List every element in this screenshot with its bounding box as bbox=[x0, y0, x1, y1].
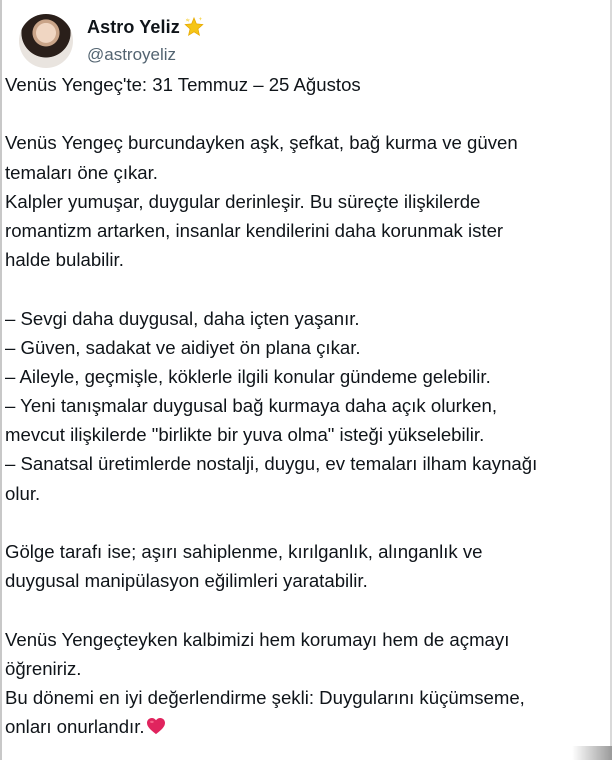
post-title: Venüs Yengeç'te: 31 Temmuz – 25 Ağustos bbox=[5, 74, 361, 95]
bullet-line: olur. bbox=[5, 482, 41, 504]
text-line: Kalpler yumuşar, duygular derinleşir. Bu süreçte ilişkilerde bbox=[5, 190, 481, 212]
author-handle[interactable]: @astroyeliz bbox=[87, 45, 177, 64]
corner-shadow bbox=[572, 746, 612, 760]
post-header bbox=[0, 6, 612, 72]
paragraph-spacer bbox=[5, 99, 605, 128]
author-display-name[interactable]: Astro Yeliz bbox=[87, 16, 180, 37]
text-line: romantizm artarken, insanlar kendilerini daha korunmak ister bbox=[5, 219, 504, 241]
text-line: Gölge tarafı ise; aşırı sahiplenme, kırılganlık, alınganlık ve bbox=[5, 541, 483, 562]
text-line: Venüs Yengeç burcundayken aşk, şefkat, bağ kurma ve güven bbox=[5, 132, 518, 154]
bullet-line: – Yeni tanışmalar duygusal bağ kurmaya daha açık olurken, bbox=[5, 395, 498, 417]
author-name-line bbox=[87, 16, 205, 38]
author-avatar[interactable] bbox=[19, 14, 73, 68]
final-line bbox=[5, 712, 605, 741]
post-text bbox=[5, 70, 605, 741]
bullet-line: – Aileyle, geçmişle, köklerle ilgili konular gündeme gelebilir. bbox=[5, 365, 491, 387]
sparkle-star-icon bbox=[183, 16, 205, 38]
bullet-line: – Sanatsal üretimlerde nostalji, duygu, ev temaları ilham kaynağı bbox=[5, 453, 538, 475]
red-heart-icon bbox=[146, 717, 166, 735]
text-line: halde bulabilir. bbox=[5, 249, 124, 271]
paragraph-spacer bbox=[5, 595, 605, 624]
paragraph-spacer bbox=[5, 274, 605, 303]
bullet-line: mevcut ilişkilerde "birlikte bir yuva olma" isteği yükselebilir. bbox=[5, 424, 485, 446]
bullet-line: – Güven, sadakat ve aidiyet ön plana çıkar. bbox=[5, 336, 361, 358]
paragraph-spacer bbox=[5, 508, 605, 537]
text-line: duygusal manipülasyon eğilimleri yaratabilir. bbox=[5, 570, 368, 592]
text-line: Venüs Yengeçteyken kalbimizi hem korumayı hem de açmayı bbox=[5, 628, 510, 650]
bullet-line: – Sevgi daha duygusal, daha içten yaşanır. bbox=[5, 307, 360, 329]
text-line: öğreniriz. bbox=[5, 657, 82, 679]
text-line: Bu dönemi en iyi değerlendirme şekli: Duygularını küçümseme, bbox=[5, 686, 525, 708]
text-line: temaları öne çıkar. bbox=[5, 161, 158, 183]
final-text: onları onurlandır. bbox=[5, 716, 145, 738]
